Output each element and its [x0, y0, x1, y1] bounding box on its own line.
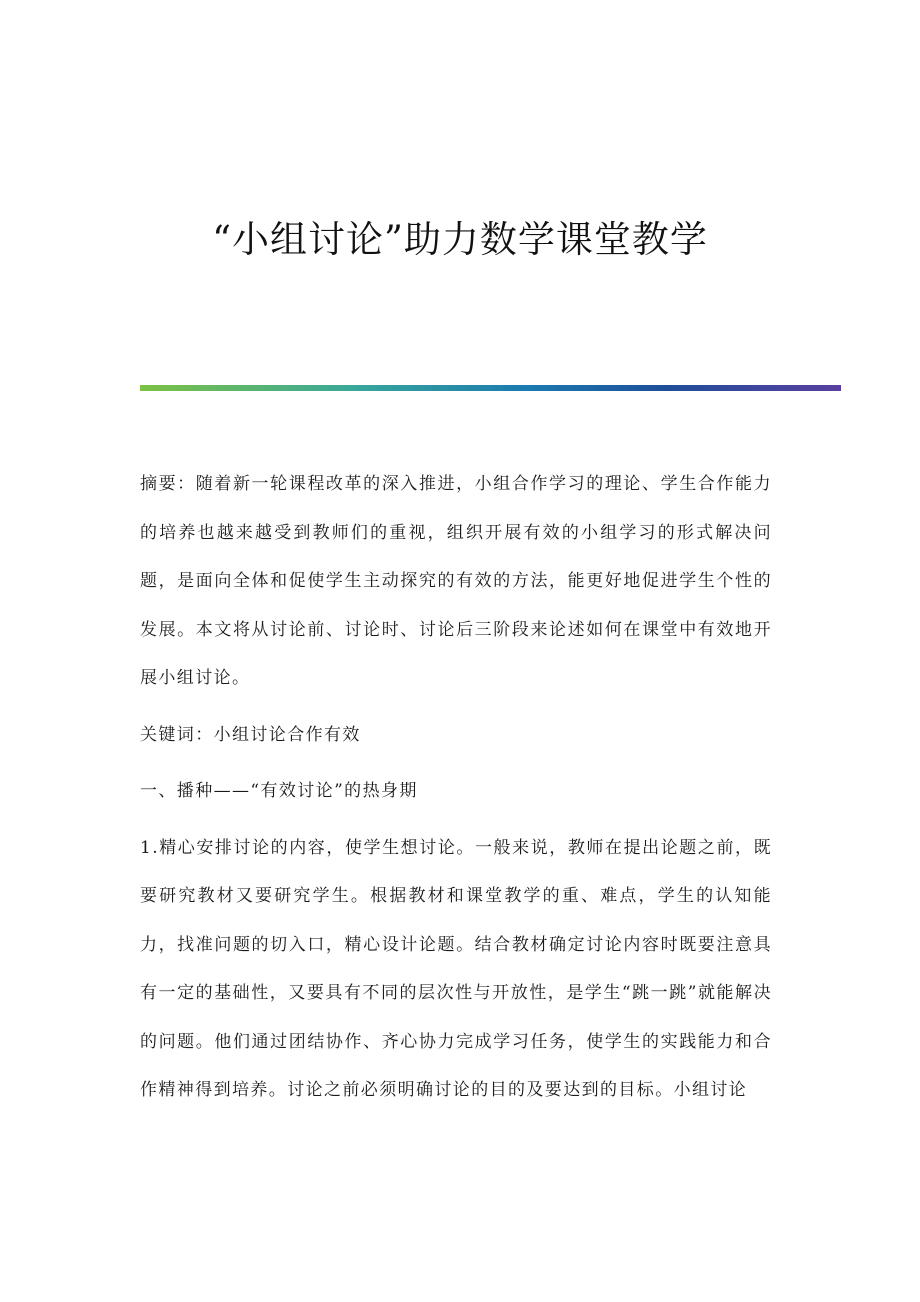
document-title: “小组讨论”助力数学课堂教学	[212, 218, 708, 261]
section-heading: 一、播种——“有效讨论”的热身期	[140, 781, 418, 801]
body-paragraph: 1.精心安排讨论的内容，使学生想讨论。一般来说，教师在提出论题之前，既要研究教材又要研究学生。根据教材和课堂教学的重、难点，学生的认知能力，找准问题的切入口，精心设计论题。结合教材确定讨论内容时既要注意具有一定的基础性，又要具有不同的层次性与开放性，是学生“跳一跳”就能解决的问题。他们通过团结协作、齐心协力完成学习任务，使学生的实践能力和合作精神得到培养。讨论之前必须明确讨论的目的及要达到的目标。小组讨论	[140, 837, 772, 1100]
abstract-paragraph: 摘要：随着新一轮课程改革的深入推进，小组合作学习的理论、学生合作能力的培养也越来越受到教师们的重视，组织开展有效的小组学习的形式解决问题，是面向全体和促使学生主动探究的有效的方法，能更好地促进学生个性的发展。本文将从讨论前、讨论时、讨论后三阶段来论述如何在课堂中有效地开展小组讨论。	[140, 474, 772, 688]
keywords-line: 关键词：小组讨论合作有效	[140, 724, 361, 745]
title-divider	[140, 385, 841, 391]
document-body	[140, 460, 772, 1115]
